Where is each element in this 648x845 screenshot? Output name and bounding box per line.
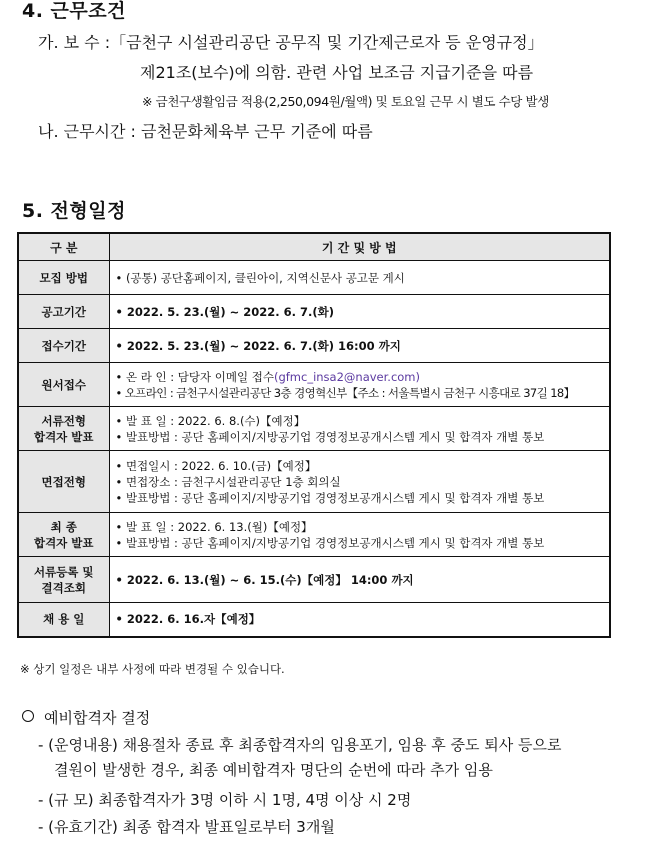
row-value: • 2022. 6. 13.(월) ~ 6. 15.(수)【예정】 14:00 까지 bbox=[115, 572, 414, 587]
row-value: • 발 표 일 : 2022. 6. 13.(월)【예정】 bbox=[115, 519, 313, 534]
row-label-hire-date: 채 용 일 bbox=[43, 612, 85, 627]
table-row bbox=[18, 261, 610, 295]
schedule-footnote: ※ 상기 일정은 내부 사정에 따라 변경될 수 있습니다. bbox=[20, 662, 285, 676]
reserve-scale-line: - (규 모) 최종합격자가 3명 이하 시 1명, 4명 이상 시 2명 bbox=[38, 791, 412, 809]
row-label-document-result: 서류전형 합격자 발표 bbox=[33, 413, 94, 444]
reserve-heading bbox=[22, 707, 150, 728]
row-value: • 면접일시 : 2022. 6. 10.(금)【예정】 bbox=[115, 458, 317, 473]
pay-note: ※ 금천구생활임금 적용(2,250,094원/월액) 및 토요일 근무 시 별도 수당 발생 bbox=[142, 94, 549, 109]
row-value: • 발표방법 : 공단 홈페이지/지방공기업 경영정보공개시스템 게시 및 합격자 개별 통보 bbox=[115, 535, 545, 550]
schedule-header-row bbox=[18, 233, 610, 261]
row-value: • 발표방법 : 공단 홈페이지/지방공기업 경영정보공개시스템 게시 및 합격자 개별 통보 bbox=[115, 490, 545, 505]
table-row bbox=[18, 407, 610, 451]
row-value: • 2022. 5. 23.(월) ~ 2022. 6. 7.(화) bbox=[115, 304, 334, 319]
row-value: • 면접장소 : 금천구시설관리공단 1층 회의실 bbox=[115, 474, 341, 489]
work-hours-line: 나. 근무시간 : 금천문화체육부 근무 기준에 따름 bbox=[38, 122, 373, 141]
row-label-final-result: 최 종 합격자 발표 bbox=[33, 519, 94, 550]
row-label-application: 원서접수 bbox=[41, 377, 86, 392]
row-value: • 발 표 일 : 2022. 6. 8.(수)【예정】 bbox=[115, 413, 306, 428]
circle-bullet-icon bbox=[22, 710, 34, 722]
header-category: 구 분 bbox=[18, 233, 109, 261]
table-row bbox=[18, 451, 610, 513]
row-label-recruit-method: 모집 방법 bbox=[39, 270, 88, 285]
email-address: (gfmc_insa2@naver.com) bbox=[273, 369, 420, 384]
row-value: • (공통) 공단홈페이지, 클린아이, 지역신문사 공고문 게시 bbox=[115, 270, 405, 285]
row-value: • 오프라인 : 금천구시설관리공단 3층 경영혁신부【주소 : 서울특별시 금천구 시흥대로 37길 18】 bbox=[115, 385, 575, 400]
pay-line-1: 가. 보 수 :「금천구 시설관리공단 공무직 및 기간제근로자 등 운영규정」 bbox=[38, 33, 544, 52]
row-value: • 2022. 5. 23.(월) ~ 2022. 6. 7.(화) 16:00 까지 bbox=[115, 338, 401, 353]
row-value: • 2022. 6. 16.자【예정】 bbox=[115, 612, 261, 627]
table-row bbox=[18, 363, 610, 407]
row-label-registration: 서류등록 및 결격조회 bbox=[33, 564, 94, 595]
reserve-validity-line: - (유효기간) 최종 합격자 발표일로부터 3개월 bbox=[38, 818, 335, 836]
reserve-operation-line-cont: 결원이 발생한 경우, 최종 예비합격자 명단의 순번에 따라 추가 임용 bbox=[54, 761, 493, 779]
row-value: • 발표방법 : 공단 홈페이지/지방공기업 경영정보공개시스템 게시 및 합격자 개별 통보 bbox=[115, 429, 545, 444]
section-5-heading: 5. 전형일정 bbox=[22, 200, 126, 222]
table-row bbox=[18, 603, 610, 637]
schedule-table bbox=[17, 232, 611, 638]
table-row bbox=[18, 513, 610, 557]
row-value: • 온 라 인 : 담당자 이메일 접수 bbox=[115, 369, 274, 384]
row-label-application-period: 접수기간 bbox=[41, 338, 86, 353]
table-row bbox=[18, 329, 610, 363]
table-row bbox=[18, 295, 610, 329]
table-row bbox=[18, 557, 610, 603]
pay-line-2: 제21조(보수)에 의함. 관련 사업 보조금 지급기준을 따름 bbox=[140, 63, 534, 82]
reserve-title: 예비합격자 결정 bbox=[44, 709, 151, 727]
reserve-operation-line: - (운영내용) 채용절차 종료 후 최종합격자의 임용포기, 임용 후 중도 퇴사 등으로 bbox=[38, 736, 562, 754]
header-period-method: 기 간 및 방 법 bbox=[109, 233, 610, 261]
row-label-notice-period: 공고기간 bbox=[41, 304, 86, 319]
row-label-interview: 면접전형 bbox=[41, 474, 86, 489]
section-4-heading: 4. 근무조건 bbox=[22, 0, 126, 22]
